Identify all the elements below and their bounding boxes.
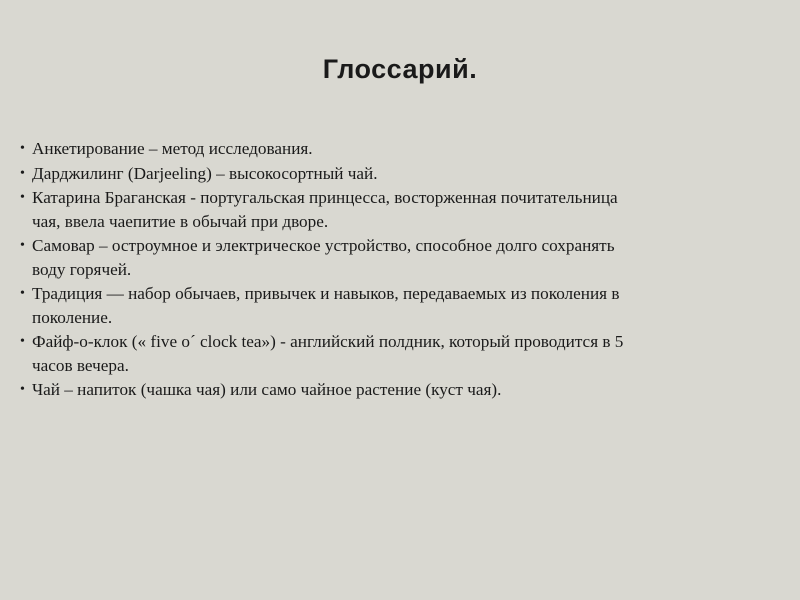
glossary-item-five-o-clock xyxy=(20,330,790,377)
glossary-item-text-continued: часов вечера. xyxy=(32,355,129,375)
bullet-icon: • xyxy=(20,238,25,253)
glossary-item-text: Традиция — набор обычаев, привычек и навыков, передаваемых из поколения в xyxy=(32,284,620,303)
glossary-item-text: Катарина Браганская - португальская принцесса, восторженная почитательница xyxy=(32,188,618,207)
glossary-item-text: Самовар – остроумное и электрическое устройство, способное долго сохранять xyxy=(32,236,615,255)
glossary-item-text-continued: чая, ввела чаепитие в обычай при дворе. xyxy=(32,211,329,231)
bullet-icon: • xyxy=(20,165,25,181)
glossary-item-catherine xyxy=(20,186,790,233)
bullet-icon: • xyxy=(20,334,25,349)
bullet-icon: • xyxy=(20,382,25,397)
glossary-item-questionnaire xyxy=(20,137,790,161)
glossary-item-tea xyxy=(20,378,790,402)
glossary-item-text: Файф-о-клок (« five o´ clock tea») - английский полдник, который проводится в 5 xyxy=(32,332,624,351)
glossary-item-tradition xyxy=(20,282,790,329)
glossary-item-text: Дарджилинг (Darjeeling) – высокосортный чай. xyxy=(32,163,378,183)
glossary-item-text: Чай – напиток (чашка чая) или само чайное растение (куст чая). xyxy=(32,380,502,399)
glossary-item-text-continued: воду горячей. xyxy=(32,259,132,279)
glossary-item-samovar xyxy=(20,234,790,281)
glossary-item-text: Анкетирование – метод исследования. xyxy=(32,139,313,158)
slide-title: Глоссарий. xyxy=(322,54,478,84)
bullet-icon: • xyxy=(20,141,25,156)
glossary-list xyxy=(20,137,790,403)
bullet-icon: • xyxy=(20,286,25,301)
bullet-icon: • xyxy=(20,190,25,205)
glossary-item-text-continued: поколение. xyxy=(32,307,113,327)
glossary-item-darjeeling xyxy=(20,162,790,186)
